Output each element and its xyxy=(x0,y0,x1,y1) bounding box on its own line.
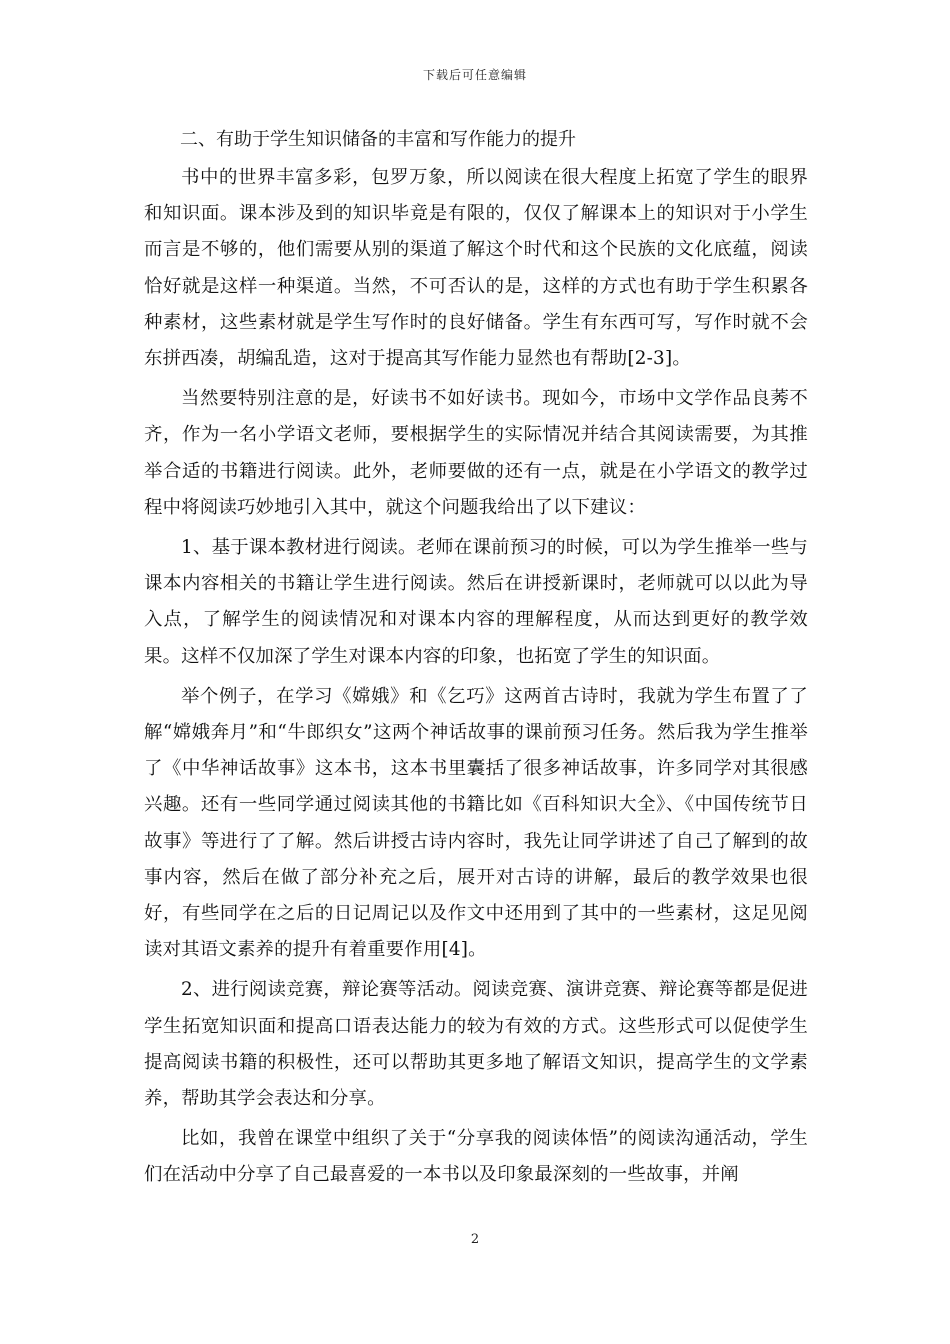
section-heading: 二、有助于学生知识储备的丰富和写作能力的提升 xyxy=(180,129,576,150)
paragraph-1: 书中的世界丰富多彩，包罗万象，所以阅读在很大程度上拓宽了学生的眼界和知识面。课本涉及到的知识毕竟是有限的，仅仅了解课本上的知识对于小学生而言是不够的，他们需要从别的渠道了解这个时代和这个民族的文化底蕴，阅读恰好就是这样一种渠道。当然，不可否认的是，这样的方式也有助于学生积累各种素材，这些素材就是学生写作时的良好储备。学生有东西可写，写作时就不会东拼西凑，胡编乱造，这对于提高其写作能力显然也有帮助[2-3]。 xyxy=(144,167,808,370)
page-number: 2 xyxy=(470,1232,480,1247)
paragraph-5: 2、进行阅读竞赛，辩论赛等活动。阅读竞赛、演讲竞赛、辩论赛等都是促进学生拓宽知识面和提高口语表达能力的较为有效的方式。这些形式可以促使学生提高阅读书籍的积极性，还可以帮助其更多地了解语文知识，提高学生的文学素养，帮助其学会表达和分享。 xyxy=(144,979,808,1110)
paragraph-2: 当然要特别注意的是，好读书不如好读书。现如今，市场中文学作品良莠不齐，作为一名小学语文老师，要根据学生的实际情况并结合其阅读需要，为其推举合适的书籍进行阅读。此外，老师要做的还有一点，就是在小学语文的教学过程中将阅读巧妙地引入其中，就这个问题我给出了以下建议： xyxy=(144,388,808,518)
page-header: 下载后可任意编辑 xyxy=(422,68,527,82)
paragraph-4: 举个例子，在学习《嫦娥》和《乞巧》这两首古诗时，我就为学生布置了了解“嫦娥奔月”和“牛郎织女”这两个神话故事的课前预习任务。然后我为学生推举了《中华神话故事》这本书，这本书里囊括了很多神话故事，许多同学对其很感兴趣。还有一些同学通过阅读其他的书籍比如《百科知识大全》、《中国传统节日故事》等进行了了解。然后讲授古诗内容时，我先让同学讲述了自己了解到的故事内容，然后在做了部分补充之后，展开对古诗的讲解，最后的教学效果也很好，有些同学在之后的日记周记以及作文中还用到了其中的一些素材，这足见阅读对其语文素养的提升有着重要作用[4]。 xyxy=(144,685,808,961)
paragraph-6: 比如，我曾在课堂中组织了关于“分享我的阅读体悟”的阅读沟通活动，学生们在活动中分享了自己最喜爱的一本书以及印象最深刻的一些故事，并阐 xyxy=(144,1128,808,1186)
document-body xyxy=(144,122,808,1198)
paragraph-3: 1、基于课本教材进行阅读。老师在课前预习的时候，可以为学生推举一些与课本内容相关的书籍让学生进行阅读。然后在讲授新课时，老师就可以以此为导入点，了解学生的阅读情况和对课本内容的理解程度，从而达到更好的教学效果。这样不仅加深了学生对课本内容的印象，也拓宽了学生的知识面。 xyxy=(144,537,808,667)
